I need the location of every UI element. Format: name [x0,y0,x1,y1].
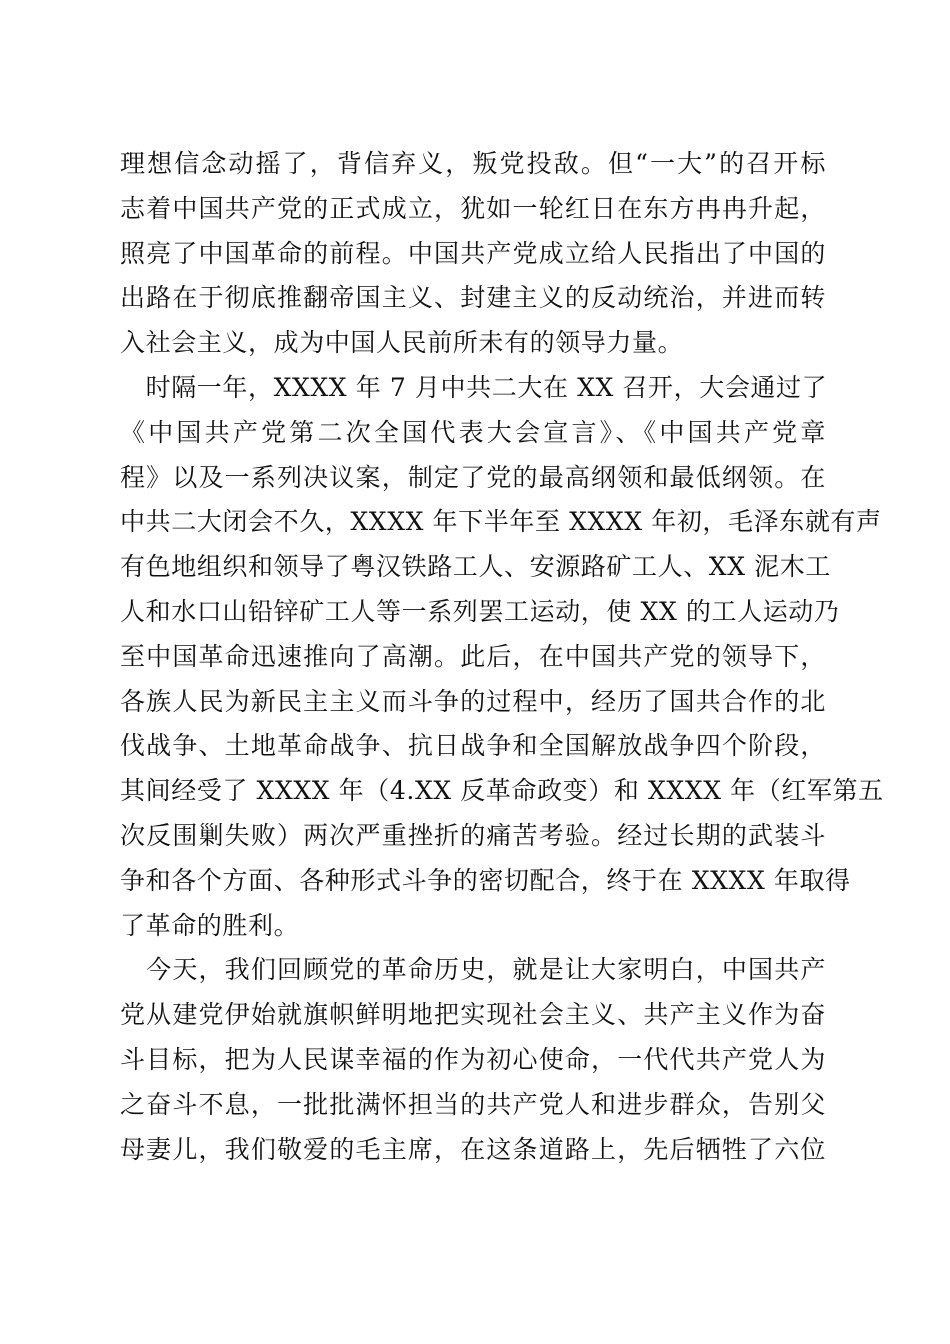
paragraph-2 [120,366,884,948]
paragraph-line: 次反围剿失败）两次严重挫折的痛苦考验。经过长期的武装斗 [120,820,826,850]
paragraph-line: 出路在于彻底推翻帝国主义、封建主义的反动统治，并进而转 [120,283,826,313]
paragraph-line: 志着中国共产党的正式成立，犹如一轮红日在东方冉冉升起， [120,193,826,223]
paragraph-line: 之奋斗不息，一批批满怀担当的共产党人和进步群众，告别父 [120,1089,826,1119]
paragraph-line: 入社会主义，成为中国人民前所未有的领导力量。 [120,328,684,358]
paragraph-line: 伐战争、土地革命战争、抗日战争和全国解放战争四个阶段， [120,731,826,761]
paragraph-line: 斗目标，把为人民谋幸福的作为初心使命，一代代共产党人为 [120,1044,826,1074]
paragraph-1 [120,142,826,366]
paragraph-line: 《中国共产党第二次全国代表大会宣言》、《中国共产党章 [120,417,826,447]
paragraph-line: 理想信念动摇了，背信弃义，叛党投敌。但“一大”的召开标 [120,149,826,178]
paragraph-line: 中共二大闭会不久，XXXX 年下半年至 XXXX 年初，毛泽东就有声 [120,507,882,537]
paragraph-line: 照亮了中国革命的前程。中国共产党成立给人民指出了中国的 [120,238,826,268]
paragraph-line: 有色地组织和领导了粤汉铁路工人、安源路矿工人、XX 泥木工 [120,552,831,582]
paragraph-3 [120,948,826,1172]
paragraph-line: 程》以及一系列决议案，制定了党的最高纲领和最低纲领。在 [120,462,826,492]
paragraph-line: 时隔一年，XXXX 年 7 月中共二大在 XX 召开，大会通过了 [120,372,828,402]
paragraph-line: 人和水口山铅锌矿工人等一系列罢工运动，使 XX 的工人运动乃 [120,596,840,626]
paragraph-line: 至中国革命迅速推向了高潮。此后，在中国共产党的领导下， [120,641,826,671]
paragraph-line: 其间经受了 XXXX 年（4.XX 反革命政变）和 XXXX 年（红军第五 [120,776,884,806]
paragraph-line: 母妻儿，我们敬爱的毛主席，在这条道路上，先后牺牲了六位 [120,1134,826,1164]
paragraph-line: 今天，我们回顾党的革命历史，就是让大家明白，中国共产 [120,955,826,985]
paragraph-line: 各族人民为新民主主义而斗争的过程中，经历了国共合作的北 [120,686,826,716]
paragraph-line: 了革命的胜利。 [120,910,300,940]
paragraph-line: 党从建党伊始就旗帜鲜明地把实现社会主义、共产主义作为奋 [120,1000,826,1030]
document-body [120,142,884,1172]
paragraph-line: 争和各个方面、各种形式斗争的密切配合，终于在 XXXX 年取得 [120,865,851,895]
